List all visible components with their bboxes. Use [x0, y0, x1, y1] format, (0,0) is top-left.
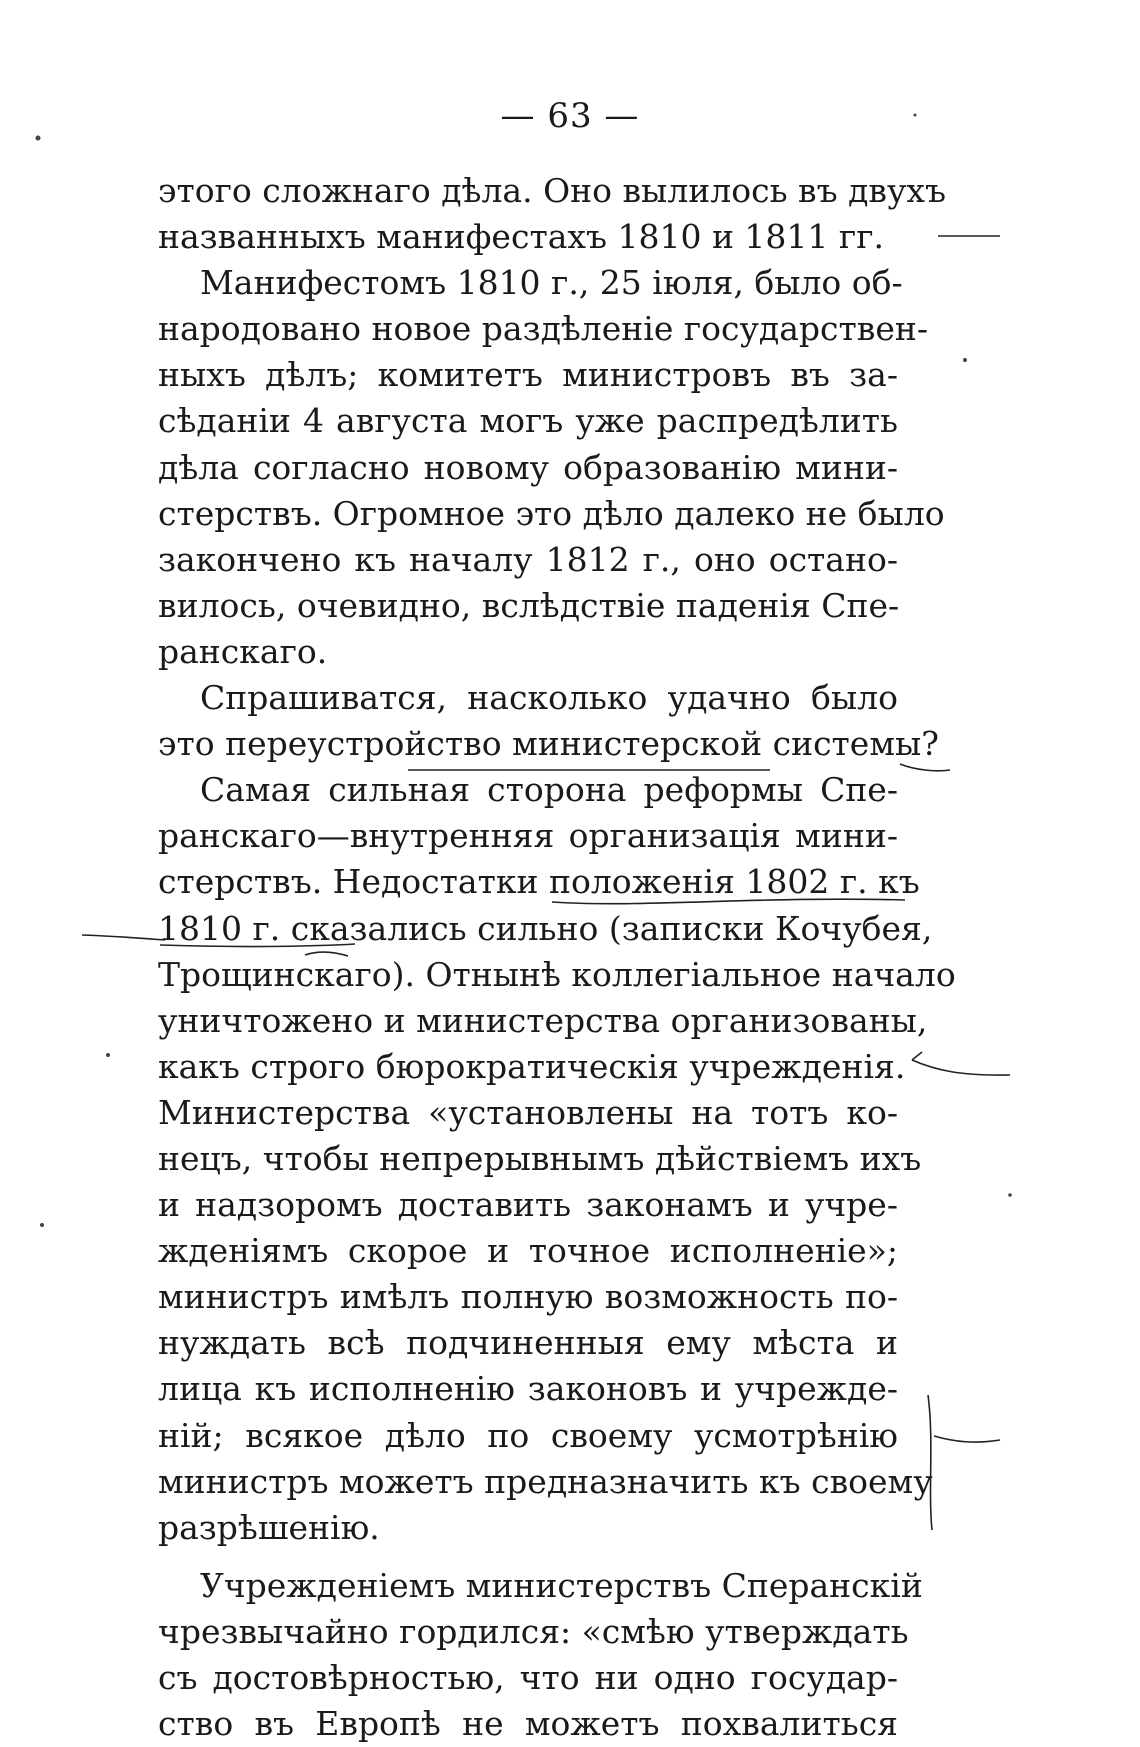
text-line: министръ можетъ предназначить къ своему: [158, 1461, 933, 1501]
text-line: названныхъ манифестахъ 1810 и 1811 гг.: [158, 217, 884, 257]
text-line: Манифестомъ 1810 г., 25 іюля, было об-: [200, 263, 903, 303]
text-line: съ достовѣрностью, что ни одно государ-: [158, 1658, 898, 1697]
paper-speck: [40, 1223, 44, 1227]
text-line: ній; всякое дѣло по своему усмотрѣнію: [158, 1415, 898, 1455]
text-line: и надзоромъ доставить законамъ и учре-: [158, 1185, 898, 1225]
paper-speck: [1008, 1193, 1012, 1197]
text-line: сѣданіи 4 августа могъ уже распредѣлить: [158, 401, 898, 441]
text-line: вилось, очевидно, вслѣдствіе паденія Спе-: [158, 585, 900, 625]
text-line: этого сложнаго дѣла. Оно вылилось въ двухъ: [158, 171, 947, 210]
text-line: Самая сильная сторона реформы Спе-: [200, 770, 898, 810]
margin-dash-mark: [82, 935, 165, 940]
paper-speck: [106, 1053, 110, 1057]
body-text: [158, 168, 956, 1747]
text-line: дѣла согласно новому образованію мини-: [158, 447, 898, 487]
text-line: ранскаго.: [158, 631, 328, 671]
margin-arrow-mark: [912, 1052, 922, 1060]
text-line: ныхъ дѣлъ; комитетъ министровъ въ за-: [158, 355, 898, 395]
text-line: нецъ, чтобы непрерывнымъ дѣйствіемъ ихъ: [158, 1138, 922, 1178]
text-line: Учрежденіемъ министерствъ Сперанскій: [200, 1565, 923, 1605]
paper-speck: [36, 136, 41, 141]
text-line: Министерства «установлены на тотъ ко-: [158, 1092, 898, 1132]
margin-arrow-mark: [912, 1060, 1010, 1075]
text-line: народовано новое раздѣленіе государствен-: [158, 309, 929, 349]
text-line: стерствъ. Недостатки положенія 1802 г. къ: [158, 862, 920, 902]
text-line: уничтожено и министерства организованы,: [158, 1000, 928, 1040]
paper-speck: [963, 358, 967, 362]
page-number: — 63 —: [500, 96, 640, 136]
text-line: это переустройство министерской системы?: [158, 724, 939, 764]
text-line: разрѣшенію.: [158, 1507, 380, 1547]
text-line: ство въ Европѣ не можетъ похвалиться: [158, 1704, 898, 1744]
text-line: Трощинскаго). Отнынѣ коллегіальное начало: [158, 954, 956, 994]
text-line: какъ строго бюрократическія учрежденія.: [158, 1046, 906, 1086]
text-line: чрезвычайно гордился: «смѣю утверждать: [158, 1611, 909, 1651]
text-line: лица къ исполненію законовъ и учрежде-: [158, 1369, 898, 1409]
text-line: Спрашиватся, насколько удачно было: [200, 678, 898, 718]
text-line: стерствъ. Огромное это дѣло далеко не было: [158, 493, 945, 533]
text-line: 1810 г. сказались сильно (записки Кочубея,: [158, 908, 933, 948]
margin-dash-mark: [900, 764, 950, 771]
text-line: закончено къ началу 1812 г., оно остано-: [158, 539, 898, 579]
text-line: ранскаго—внутренняя организація мини-: [158, 816, 898, 856]
text-line: министръ имѣлъ полную возможность по-: [158, 1277, 898, 1317]
text-line: нуждать всѣ подчиненныя ему мѣста и: [158, 1323, 898, 1363]
text-line: жденіямъ скорое и точное исполненіе»;: [158, 1231, 898, 1271]
margin-dash-mark: [934, 1436, 1000, 1442]
